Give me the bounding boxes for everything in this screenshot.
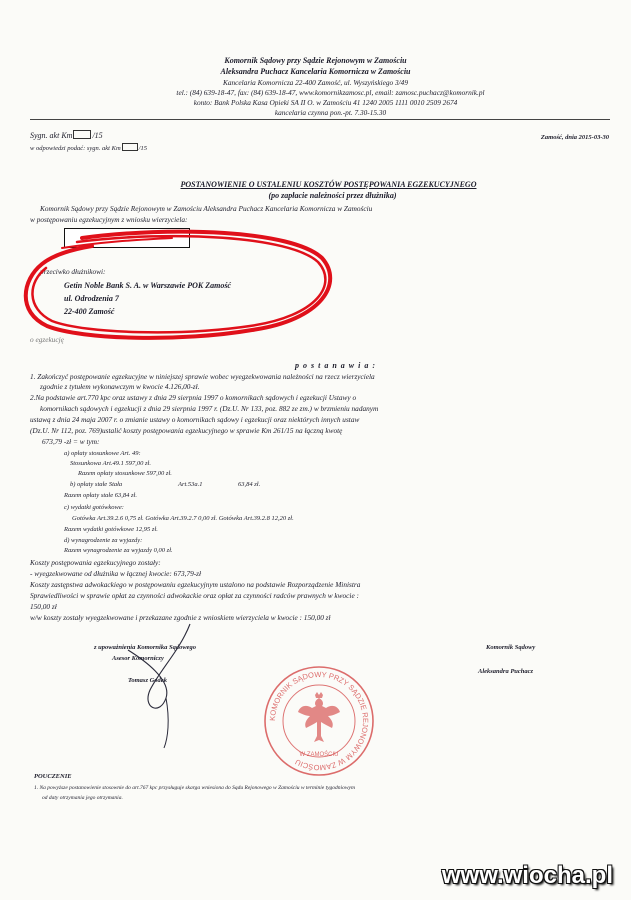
costs-a-item: Stosunkowa Art.49.1 597,00 zł. — [70, 460, 151, 467]
eagle-emblem-icon — [298, 692, 340, 742]
signature-left-name: Tomasz Godek — [128, 677, 167, 684]
decision-p2-line-2: komornikach sądowych i egzekucji z dnia 29 sierpnia 1997 r. (Dz.U. Nr 133, poz. 882 ze zm.) w brzmieniu nadanym — [40, 404, 379, 413]
debtor-name: Getin Noble Bank S. A. w Warszawie POK Zamość — [64, 281, 231, 290]
debtor-partial: o egzekucję — [30, 335, 64, 344]
notice-line-1: 1. Na powyższe postanowienie stosownie do art.767 kpc przysługuje skarga wniesiona do Sądu Rejonowego w Zamościu w terminie tygodniowym — [34, 785, 355, 791]
signature-right-name: Aleksandra Puchacz — [478, 668, 534, 675]
header-line-5: konto: Bank Polska Kasa Opieki SA II O. w Zamościu 41 1240 2005 1111 0010 2509 2674 — [193, 98, 458, 107]
costs-a-sum: Razem opłaty stosunkowe 597,00 zł. — [78, 470, 172, 477]
decision-heading: p o s t a n a w i a : — [294, 361, 376, 370]
handwritten-signature-left — [120, 620, 210, 750]
costs-adv-line-1: Koszty zastępstwa adwokackiego w postępowaniu egzekucyjnym ustalono na podstawie Rozporządzenie Ministra — [30, 580, 361, 589]
costs-a-label: a) opłaty stosunkowe Art. 49: — [64, 450, 141, 457]
header-line-1: Komornik Sądowy przy Sądzie Rejonowym w Zamościu — [224, 56, 407, 65]
costs-c-label: c) wydatki gotówkowe: — [64, 504, 124, 511]
costs-c-sum: Razem wydatki gotówkowe 12,95 zł. — [64, 526, 158, 533]
costs-b-art: Art.53a.1 — [178, 481, 203, 488]
costs-k-label: Koszty postępowania egzekucyjnego zostały: — [30, 558, 161, 567]
official-stamp — [262, 664, 376, 778]
document-date: Zamość, dnia 2015-03-30 — [540, 134, 609, 141]
intro-line-1: Komornik Sądowy przy Sądzie Rejonowym w Zamościu Aleksandra Puchacz Kancelaria Komornicza w Zamościu — [40, 204, 373, 213]
decision-p1-line-2: zgodnie z tytułem wykonawczym w kwocie 4.126,00-zł. — [40, 382, 200, 391]
sygn-reply-box — [122, 143, 138, 151]
notice-heading: POUCZENIE — [34, 773, 72, 780]
debtor-label: przeciwko dłużnikowi: — [40, 267, 106, 276]
costs-d-sum: Razem wynagrodzenie za wyjazdy 0,00 zł. — [64, 547, 173, 554]
costs-d-label: d) wynagrodzenie za wyjazdy: — [64, 537, 143, 544]
costs-c-items: Gotówka Art.39.2.6 0,75 zł. Gotówka Art.39.2.7 0,00 zł. Gotówka Art.39.2.8 12,20 zł. — [72, 515, 294, 522]
document-title: POSTANOWIENIE O USTALENIU KOSZTÓW POSTĘPOWANIA EGZEKUCYJNEGO — [180, 180, 477, 189]
red-ellipse-annotation — [22, 228, 338, 350]
header-line-4: tel.: (84) 639-18-47, fax: (84) 639-18-47, www.komornikzamosc.pl, email: zamosc.puchacz@komornik.pl — [176, 88, 485, 97]
signature-left-line-2: Asesor Komorniczy — [112, 655, 164, 662]
costs-b-value: 63,84 zł. — [238, 481, 261, 488]
header-line-2: Aleksandra Puchacz Kancelaria Komornicza w Zamościu — [220, 67, 411, 76]
sygn-reply-label: w odpowiedzi podać: sygn. akt Km — [30, 145, 121, 152]
watermark-logo: www.wiocha.pl — [441, 862, 613, 889]
costs-adv-value: 150,00 zł — [30, 602, 57, 611]
notice-line-2: od daty otrzymania jego otrzymania. — [42, 795, 123, 801]
decision-total: 673,79 -zł = w tym: — [42, 437, 100, 446]
costs-adv-final: w/w koszty zostały wyegzekwowane i przekazane zgodnie z wnioskiem wierzyciela w kwocie : 150,00 zł — [30, 613, 331, 622]
decision-p2-line-3: ustawą z dnia 24 maja 2007 r. o zmianie ustawy o komornikach sądowy i egzekucji oraz niektórych innych ustaw — [30, 415, 360, 424]
sygn-label: Sygn. akt Km — [30, 131, 73, 140]
costs-b-label: b) opłaty stałe Stała — [70, 481, 123, 488]
intro-line-2: w postępowaniu egzekucyjnym z wniosku wierzyciela: — [30, 215, 188, 224]
sygn-reply-suffix: /15 — [138, 145, 147, 152]
decision-p2-line-4: (Dz.U. Nr 112, poz. 769)ustalić koszty postępowania egzekucyjnego w sprawie Km 261/15 na łączną kwotę — [30, 426, 343, 435]
signature-right-line-1: Komornik Sądowy — [486, 644, 536, 651]
header-line-3: Kancelaria Komornicza 22-400 Zamość, ul. Wyszyńskiego 3/49 — [223, 78, 408, 87]
signature-left-line-1: z upoważnienia Komornika Sądowego — [94, 644, 197, 651]
costs-adv-line-2: Sprawiedliwości w sprawie opłat za czynności adwokackie oraz opłat za czynności radców prawnych w kwocie : — [30, 591, 359, 600]
header-divider — [30, 119, 610, 120]
decision-p2-line-1: 2.Na podstawie art.770 kpc oraz ustawy z dnia 29 sierpnia 1997 o komornikach sądowych i egzekucji Ustawy o — [30, 393, 357, 402]
sygn-box — [73, 130, 91, 139]
sygn-suffix: /15 — [92, 131, 103, 140]
sygn-reply-line — [30, 143, 147, 152]
stamp-bottom-text: W ZAMOŚCIU — [299, 752, 339, 758]
document-subtitle: (po zapłacie należności przez dłużnika) — [268, 191, 397, 200]
debtor-city: 22-400 Zamość — [64, 307, 115, 316]
costs-k-item: - wyegzekwowane od dłużnika w łącznej kwocie: 673,79-zł — [30, 569, 202, 578]
decision-p1-line-1: 1. Zakończyć postępowanie egzekucyjne w niniejszej sprawie wobec wyegzekwowania należności na rzecz wierzyciela — [30, 372, 375, 381]
sygn-line — [30, 130, 103, 140]
costs-b-sum: Razem opłaty stałe 63,84 zł. — [64, 492, 137, 499]
stamp-ring-text: KOMORNIK SĄDOWY PRZY SĄDZIE REJONOWYM W ZAMOŚCIU — [267, 669, 371, 773]
header-line-6: kancelaria czynna pon.-pt. 7.30-15.30 — [274, 108, 387, 117]
debtor-street: ul. Odrodzenia 7 — [64, 294, 119, 303]
